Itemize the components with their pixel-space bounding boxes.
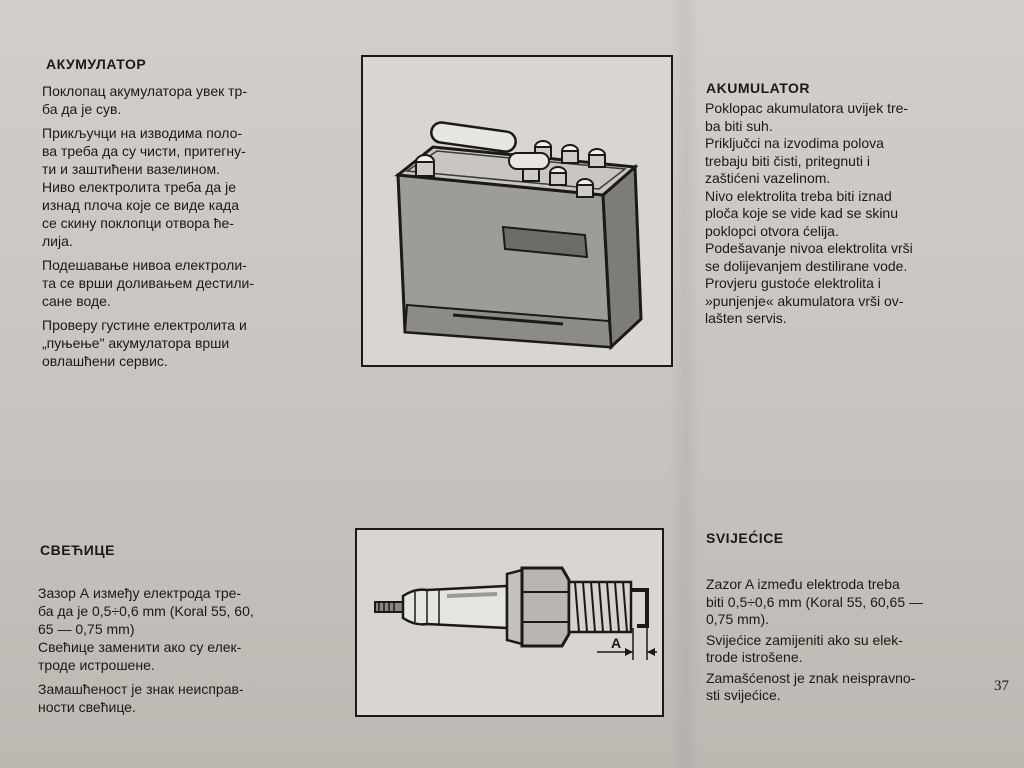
sparkplug-heading-cyrillic: СВЕЋИЦЕ (40, 542, 115, 558)
text-line: trebaju biti čisti, pritegnuti i (705, 152, 870, 169)
page-number: 37 (994, 678, 1009, 694)
text-line: biti 0,5÷0,6 mm (Koral 55, 60,65 — (706, 593, 924, 610)
text-line: ности свећице. (38, 699, 136, 715)
text-line: ба да је сув. (42, 101, 122, 117)
battery-text-latin (705, 100, 955, 328)
text-line: Provjeru gustoće elektrolita i (705, 275, 881, 291)
text-line: 65 — 0,75 mm) (38, 621, 135, 637)
text-line: ти и заштићени вазелином. (42, 161, 221, 177)
text-line: овлашћени сервис. (42, 353, 168, 369)
text-line: Podešavanje nivoa elektrolita vrši (705, 240, 913, 256)
battery-figure (361, 55, 673, 367)
text-line: Проверу густине електролита и (42, 317, 247, 333)
text-line: Замашћеност је знак неисправ- (38, 681, 244, 697)
text-line: Поклопац акумулатора увек тр- (42, 83, 247, 99)
battery-text-cyrillic (42, 82, 307, 370)
text-line: изнад плоча које се виде када (42, 197, 239, 213)
text-line: Zamašćenost je znak neispravno- (706, 669, 916, 686)
text-line: Ниво електролита треба да је (42, 179, 236, 195)
sparkplug-text-latin (706, 576, 961, 705)
text-line: троде истрошене. (38, 657, 155, 673)
text-line: Подешавање нивоа електроли- (42, 257, 247, 273)
text-line: poklopci otvora ćelija. (705, 222, 839, 239)
text-line: ба да је 0,5÷0,6 mm (Koral 55, 60, (38, 603, 254, 619)
sparkplug-heading-latin: SVIJEĆICE (706, 530, 784, 546)
text-line: Svijećice zamijeniti ako su elek- (706, 631, 903, 648)
text-line: Свећице заменити ако су елек- (38, 639, 242, 655)
text-line: ploča koje se vide kad se skinu (705, 205, 898, 221)
text-line: sti svijećice. (706, 687, 781, 703)
text-line: se dolijevanjem destilirane vode. (705, 257, 908, 274)
text-line: 0,75 mm). (706, 611, 770, 627)
text-line: Прикључци на изводима поло- (42, 125, 243, 141)
text-line: Zazor A između elektroda treba (706, 576, 900, 592)
text-line: lašten servis. (705, 310, 787, 326)
spark-plug-icon (357, 530, 662, 715)
text-line: „пуњење" акумулатора врши (42, 335, 230, 351)
text-line: ва треба да су чисти, притегну- (42, 143, 246, 159)
text-line: Зазор А између електрода тре- (38, 585, 242, 601)
text-line: trode istrošene. (706, 649, 803, 665)
text-line: ba biti suh. (705, 117, 773, 134)
sparkplug-figure (355, 528, 664, 717)
text-line: »punjenje« akumulatora vrši ov- (705, 292, 904, 309)
page-fold-shadow (670, 0, 700, 768)
text-line: Poklopac akumulatora uvijek tre- (705, 100, 909, 116)
text-line: Priključci na izvodima polova (705, 135, 884, 151)
text-line: се скину поклопци отвора ће- (42, 215, 234, 231)
battery-heading-latin: AKUMULATOR (706, 80, 811, 96)
text-line: Nivo elektrolita treba biti iznad (705, 187, 892, 204)
sparkplug-text-cyrillic (38, 584, 308, 716)
gap-label: A (611, 635, 622, 651)
battery-heading-cyrillic: АКУМУЛАТОР (46, 56, 147, 72)
text-line: та се врши доливањем дестили- (42, 275, 254, 291)
text-line: zaštićeni vazelinom. (705, 170, 831, 186)
battery-icon (363, 57, 671, 365)
text-line: сане воде. (42, 293, 111, 309)
text-line: лија. (42, 233, 73, 249)
